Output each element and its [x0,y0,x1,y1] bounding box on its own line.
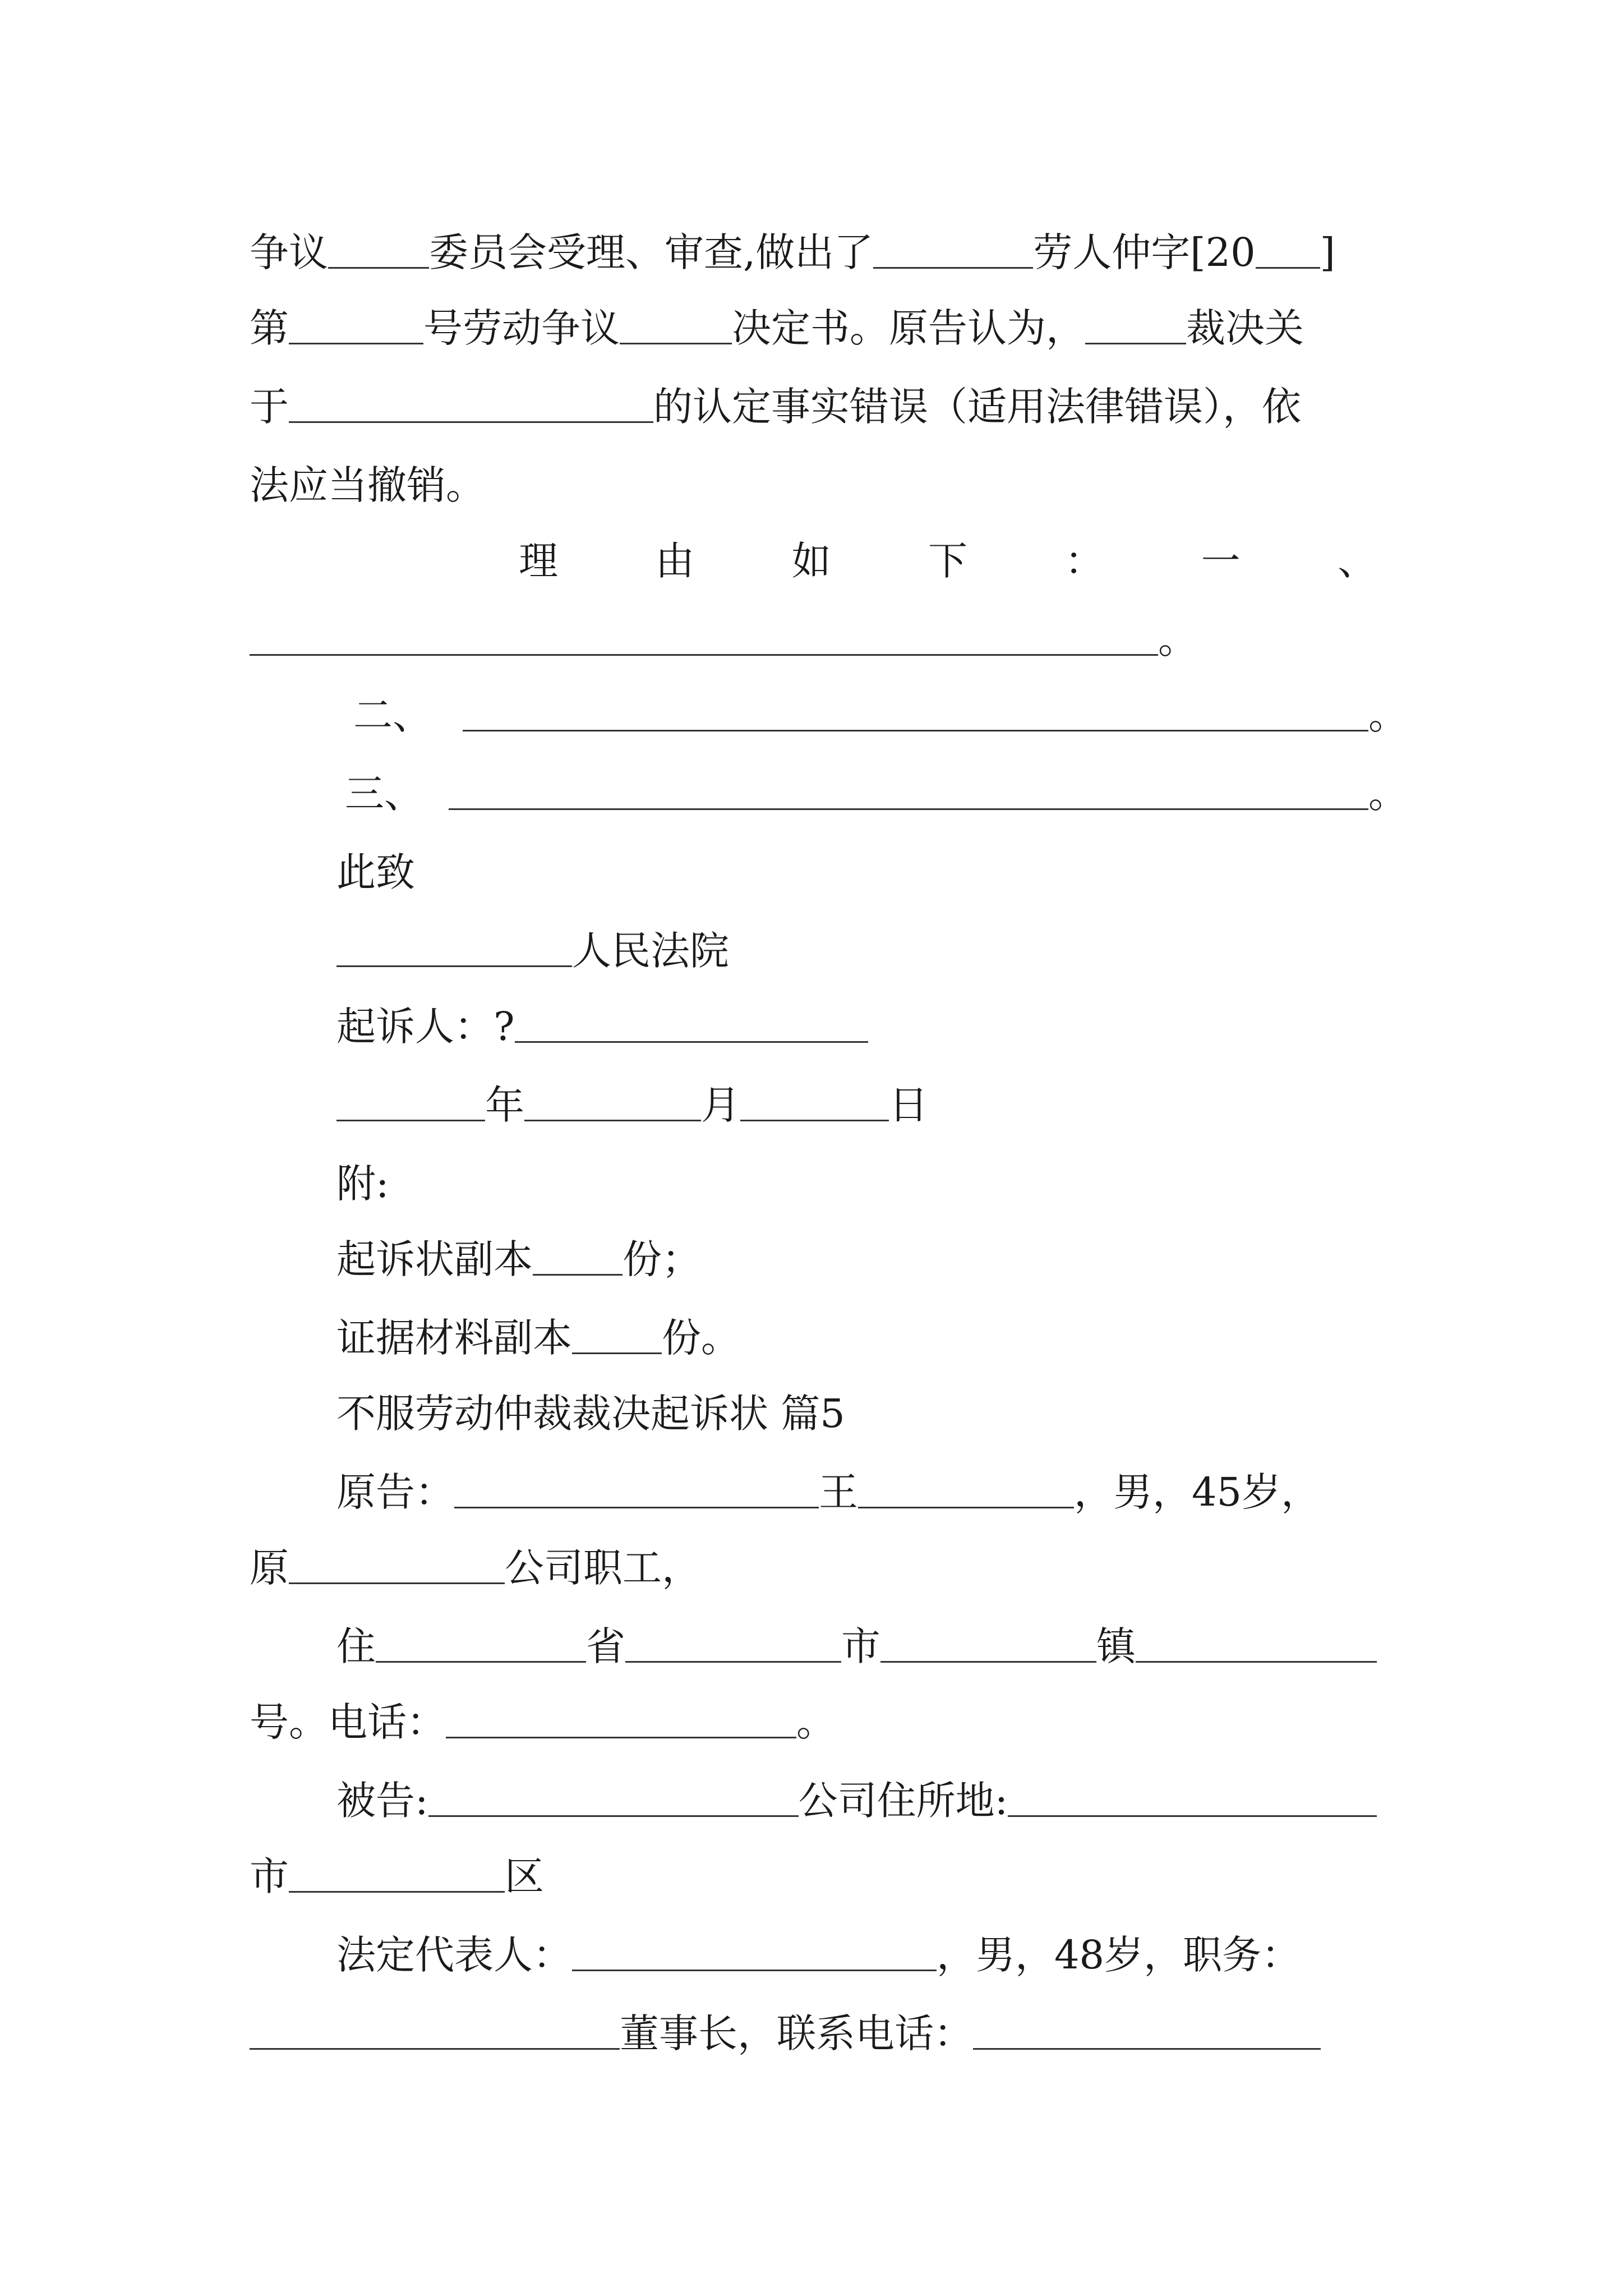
text: 第 [250,305,289,351]
fill-blank [1008,1810,1377,1817]
text: ，男，45岁， [1074,1469,1321,1515]
line-1 [250,216,1377,275]
text: 区 [505,1853,544,1899]
date-line [336,1069,1377,1128]
reason-1-line [250,603,1377,662]
plaintiff-signature-line [336,990,1377,1050]
text: 证据材料副本 [336,1315,572,1361]
plaintiff-line-2 [250,1531,1377,1591]
line-4 [250,449,1377,508]
fill-blank [1256,261,1320,269]
reason-char: 、 [1337,538,1377,584]
text: 日 [889,1082,928,1128]
text: ] [1320,229,1335,275]
text: 镇 [1096,1623,1136,1669]
attachment-label [336,1147,1377,1207]
court-line [336,914,1377,974]
legal-rep-line-2 [250,1997,1377,2056]
reason-char: 一 [1201,538,1241,584]
fill-blank [873,261,1033,269]
fill-blank [463,724,1368,731]
fill-blank [289,1885,505,1893]
fill-blank [376,1655,586,1663]
text: 号。电话： [250,1699,446,1745]
fill-blank [454,1501,819,1508]
reason-2-line [353,679,1408,738]
text: 法定代表人： [336,1932,572,1978]
fill-blank [336,1114,485,1121]
address-line-2 [250,1686,1377,1745]
reason-char: 下 [928,538,967,584]
text: 住 [336,1623,376,1669]
reason-char: ： [1064,538,1104,584]
text: 裁决关 [1186,305,1304,351]
text: 原 [250,1545,289,1591]
fill-blank [289,1577,505,1584]
defendant-line-2 [250,1840,1377,1899]
text: 不服劳动仲裁裁决起诉状 篇5 [336,1391,845,1437]
text: 年 [485,1082,524,1128]
defendant-line [336,1764,1377,1824]
fill-blank [973,2042,1321,2050]
fill-blank [1085,337,1186,344]
text: 月 [701,1082,740,1128]
text: 争议 [250,229,328,275]
fill-blank [289,416,653,423]
text: 。 [796,1699,836,1745]
fill-blank [428,1810,799,1817]
text: 委员会受理、审查,做出了 [429,229,874,275]
attachment-evidence-line [336,1301,1377,1361]
text: 公司职工， [505,1545,701,1591]
fill-blank [625,1655,841,1663]
section-title [336,1377,1377,1437]
text: 决定书。原告认为， [732,305,1085,351]
fill-blank [1136,1655,1377,1663]
reason-char: 由 [655,538,695,584]
reason-3-line [345,757,1408,817]
salutation [336,836,1377,895]
text: 被告: [336,1778,428,1824]
text: 附: [336,1161,389,1207]
text: 市 [841,1623,880,1669]
fill-blank [328,261,429,269]
text: 二、 [353,692,432,738]
fill-blank [289,337,423,344]
text: 。 [1368,692,1408,738]
fill-blank [858,1501,1074,1508]
fill-blank [620,337,732,344]
line-3 [250,370,1377,430]
address-line [336,1610,1377,1669]
text: 三、 [345,771,423,817]
text: 此致 [336,849,415,895]
fill-blank [515,1036,868,1043]
text: 。 [1368,771,1408,817]
text: 市 [250,1853,289,1899]
text: 号劳动争议 [423,305,620,351]
fill-blank [572,1347,662,1354]
fill-blank [250,2042,620,2050]
legal-rep-line [336,1918,1377,1978]
text: 省 [586,1623,625,1669]
fill-blank [880,1655,1096,1663]
fill-blank [524,1114,701,1121]
fill-blank [740,1114,889,1121]
reason-char: 理 [519,538,558,584]
text: 份； [623,1236,701,1282]
fill-blank [449,803,1368,810]
reasons-header [519,524,1377,584]
reason-char: 如 [791,538,831,584]
text: 。 [1158,616,1197,662]
text: 法应当撤销。 [250,462,485,508]
text: 原告： [336,1469,454,1515]
fill-blank [533,1268,623,1276]
text: 王 [819,1469,858,1515]
text: 份。 [662,1315,740,1361]
text: 的认定事实错误（适用法律错误），依 [653,384,1301,430]
plaintiff-line [336,1456,1377,1515]
line-2 [250,292,1377,351]
attachment-copy-line [336,1223,1377,1282]
fill-blank [572,1964,937,1971]
text: 起诉人：? [336,1004,515,1050]
text: ，男，48岁，职务： [937,1932,1301,1978]
text: 劳人仲字[20 [1033,229,1256,275]
text: 公司住所地: [798,1778,1008,1824]
text: 于 [250,384,289,430]
fill-blank [250,648,1158,656]
text: 董事长，联系电话： [620,2010,973,2056]
fill-blank [446,1731,796,1738]
text: 人民法院 [572,928,729,974]
text: 起诉状副本 [336,1236,533,1282]
fill-blank [336,960,572,967]
